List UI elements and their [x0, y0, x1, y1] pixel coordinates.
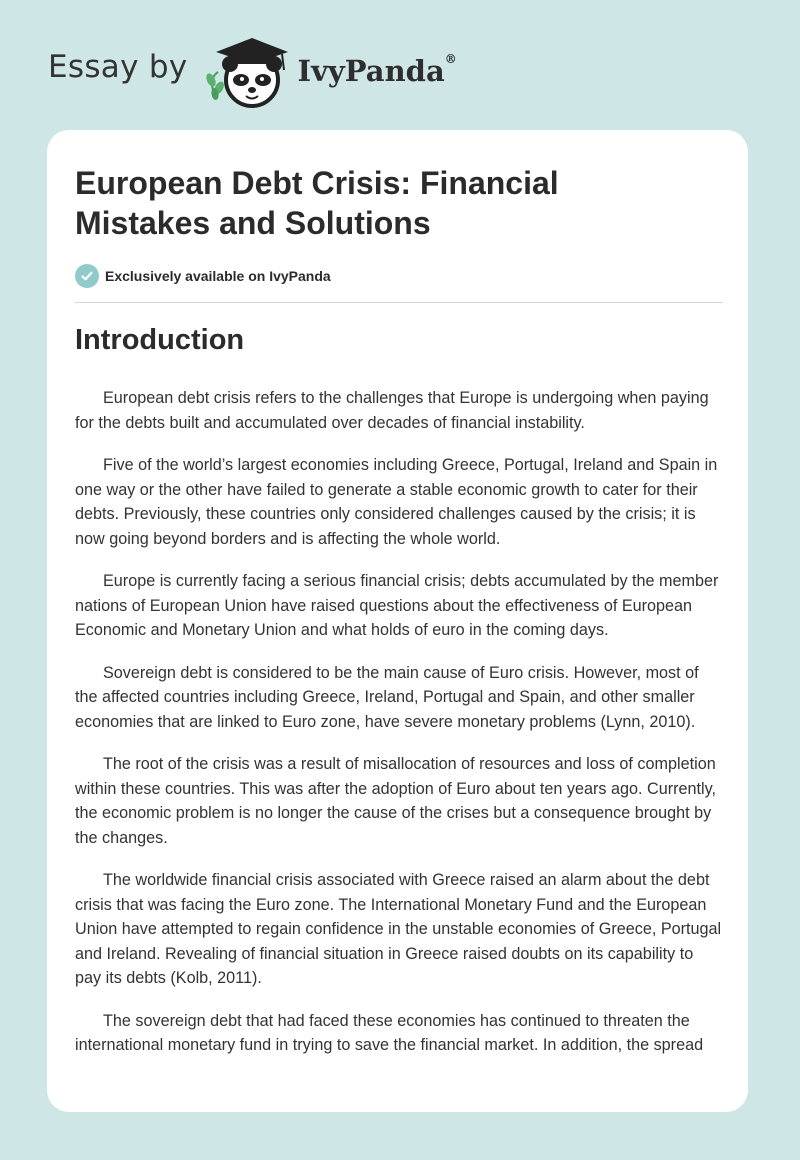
- paragraph: The worldwide financial crisis associated with Greece raised an alarm about the debt crisis that was facing the Euro zone. The International Monetary Fund and the European Union have attempted to regain confidence in the unstable economies of Greece, Portugal and Ireland. Revealing of financial situation in Greece raised doubts on its capability to pay its debts (Kolb, 2011).: [75, 871, 722, 987]
- paragraph: Five of the world’s largest economies including Greece, Portugal, Ireland and Spain in one way or the other have failed to generate a stable economic growth to cater for their debts. Previously, these countries only considered challenges caused by the crisis; it is now going beyond borders and is affecting the whole world.: [75, 456, 718, 548]
- paragraph: The sovereign debt that had faced these economies has continued to threaten the international monetary fund in trying to save the financial market. In addition, the spread: [75, 1011, 704, 1054]
- paragraph: The root of the crisis was a result of misallocation of resources and loss of completion within these countries. This was after the adoption of Euro about ten years ago. Currently, the economic problem is no longer the cause of the crises but a consequence brought by the changes.: [75, 755, 716, 847]
- exclusive-badge: [75, 264, 331, 288]
- paragraph: European debt crisis refers to the challenges that Europe is undergoing when paying for the debts built and accumulated over decades of financial instability.: [75, 389, 709, 432]
- section-heading: Introduction: [75, 324, 245, 356]
- article-body: [75, 386, 723, 1076]
- paragraph: Europe is currently facing a serious financial crisis; debts accumulated by the member nations of European Union have raised questions about the effectiveness of European Economic and Monetary Union and what holds of euro in the coming days.: [75, 572, 719, 639]
- exclusive-label: Exclusively available on IvyPanda: [105, 268, 331, 284]
- article-card: [47, 130, 748, 1112]
- panda-graduate-icon[interactable]: [202, 30, 292, 110]
- article-title: European Debt Crisis: Financial Mistakes and Solutions: [75, 165, 559, 241]
- check-circle-icon: [75, 264, 99, 288]
- essay-by-label: Essay by: [48, 49, 188, 85]
- site-header: [48, 30, 457, 110]
- brand-name[interactable]: IvyPanda®: [297, 52, 457, 88]
- paragraph: Sovereign debt is considered to be the main cause of Euro crisis. However, most of the affected countries including Greece, Ireland, Portugal and Spain, and other smaller economies that are linked to Euro zone, have severe monetary problems (Lynn, 2010).: [75, 663, 699, 731]
- divider: [75, 302, 723, 303]
